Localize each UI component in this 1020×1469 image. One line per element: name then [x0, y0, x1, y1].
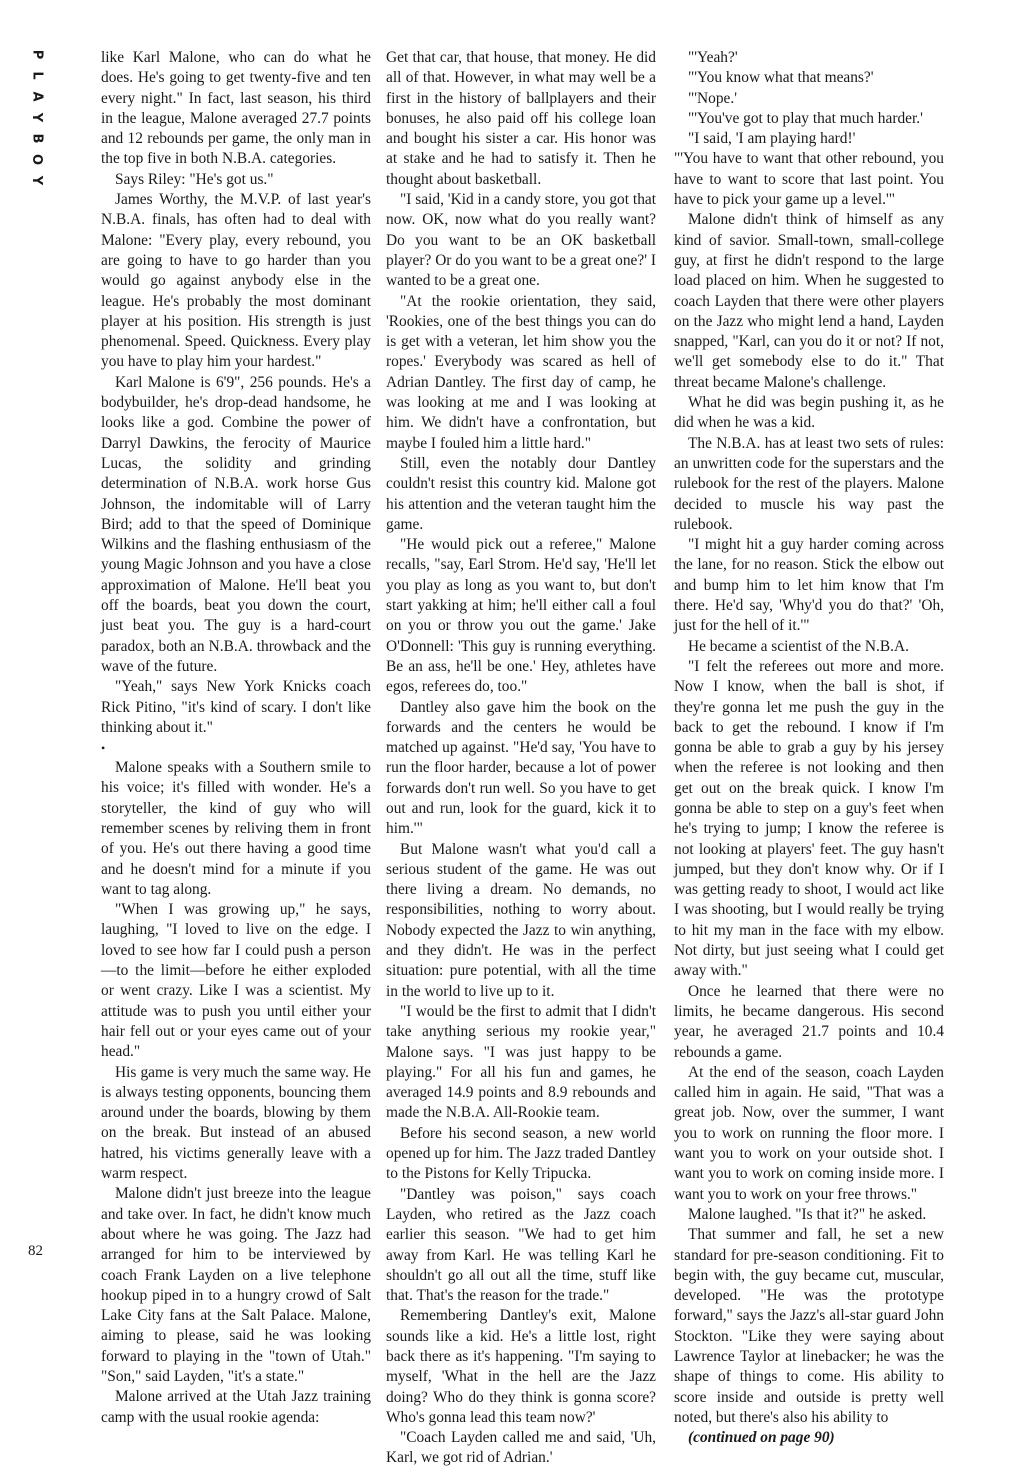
magazine-sidebar-logo	[26, 44, 48, 191]
paragraph: "Dantley was poison," says coach Layden, who retired as the Jazz coach earlier this season. "We had to get him away from Karl. He was telling Karl he shouldn't go all out all the time, stuff like that. That's the reason for the trade."	[386, 1185, 656, 1305]
continuation-note: (continued on page 90)	[688, 1429, 835, 1447]
article-column-1	[101, 48, 371, 1428]
paragraph: like Karl Malone, who can do what he does. He's going to get twenty-five and ten every night." In fact, last season, his third in the league, Malone averaged 27.7 points and 12 rebounds per game, the only man in the top five in both N.B.A. categories.	[101, 49, 371, 168]
section-break-bullet: •	[101, 741, 106, 756]
paragraph: "At the rookie orientation, they said, 'Rookies, one of the best things you can do is get with a veteran, let him show you the ropes.' Everybody was scared as hell of Adrian Dantley. The first day of camp, he was looking at me and I was looking at him. We didn't have a confrontation, but maybe I fouled him a little hard."	[386, 292, 656, 452]
logo-letter-a: A	[29, 91, 45, 102]
logo-letter-b: B	[29, 133, 45, 144]
article-column-3	[674, 48, 944, 1448]
paragraph: "'You've got to play that much harder.'	[688, 109, 923, 127]
paragraph: But Malone wasn't what you'd call a serious student of the game. He was out there living a dream. No demands, no responsibilities, nothing to worry about. Nobody expected the Jazz to win anything, and they didn't. He was in the perfect situation: pure potential, with all the time in the world to live up to it.	[386, 840, 656, 1000]
article-column-2	[386, 48, 656, 1469]
paragraph: "'Yeah?'	[688, 49, 738, 66]
paragraph: Remembering Dantley's exit, Malone sounds like a kid. He's a little lost, right back there as it's happening. "I'm saying to myself, 'What in the hell are the Jazz doing? Who do they think is gonna score? Who's gonna lead this team now?'	[386, 1307, 656, 1426]
paragraph: Get that car, that house, that money. He did all of that. However, in what may well be a first in the history of ballplayers and their bonuses, he also paid off his college loan and bought his sister a car. His honor was at stake and he had to satisfy it. Then he thought about basketball.	[386, 49, 656, 188]
logo-letter-o: O	[29, 153, 45, 166]
paragraph: "'You know what that means?'	[688, 69, 874, 87]
paragraph: Malone didn't just breeze into the league and take over. In fact, he didn't know much about where he was going. The Jazz had arranged for him to be interviewed by coach Frank Layden on a live telephone hookup piped in to a hungry crowd of Salt Lake City fans at the Salt Palace. Malone, aiming to please, said he was looking forward to playing in the "town of Utah." "Son," said Layden, "it's a state."	[101, 1185, 371, 1385]
paragraph: Once he learned that there were no limits, he became dangerous. His second year, he averaged 21.7 points and 10.4 rebounds a game.	[674, 982, 944, 1061]
paragraph: At the end of the season, coach Layden called him in again. He said, "That was a great job. Now, over the summer, I want you to work on running the floor more. I want you to work on your outside shot. I want you to work on coming inside more. I want you to work on your free throws."	[674, 1063, 944, 1203]
paragraph: "Coach Layden called me and said, 'Uh, Karl, we got rid of Adrian.'	[386, 1429, 656, 1467]
paragraph: "'You have to want that other rebound, you have to want to score that last point. You have to pick your game up a level.'"	[674, 150, 944, 209]
logo-letter-y2: Y	[29, 175, 45, 186]
paragraph: Says Riley: "He's got us."	[115, 170, 274, 188]
paragraph: "I said, 'Kid in a candy store, you got that now. OK, now what do you really want? Do you want to be an OK basketball player? Or do you want to be a great one?' I wanted to be a great one.	[386, 191, 656, 290]
paragraph: Malone speaks with a Southern smile to his voice; it's filled with wonder. He's a storyteller, the kind of guy who will remember scenes by reliving them in front of you. He's out there having a good time and he doesn't mind for a minute if you want to tag along.	[101, 759, 371, 898]
paragraph: James Worthy, the M.V.P. of last year's N.B.A. finals, has often had to deal with Malone: "Every play, every rebound, you are going to have to go harder than you would go against anybody else in the league. He's probably the most dominant player at his position. His strength is just phenomenal. Speed. Quickness. Every play you have to play him your hardest."	[101, 191, 371, 371]
paragraph: Karl Malone is 6'9", 256 pounds. He's a bodybuilder, he's drop-dead handsome, he looks like a god. Combine the power of Darryl Dawkins, the ferocity of Maurice Lucas, the solidity and grinding determination of N.B.A. work horse Gus Johnson, the indomitable will of Larry Bird; add to that the speed of Dominique Wilkins and the flashing enthusiasm of the young Magic Johnson and you have a close approximation of Malone. He'll beat you off the boards, beat you down the court, just beat you. The guy is a hard-court paradox, both an N.B.A. throwback and the wave of the future.	[101, 373, 371, 675]
paragraph: "I would be the first to admit that I didn't take anything serious my rookie year," Malone says. "I was just happy to be playing." For all his fun and games, he averaged 14.9 points and 8.9 rebounds and made the N.B.A. All-Rookie team.	[386, 1002, 656, 1122]
paragraph: His game is very much the same way. He is always testing opponents, bouncing them around under the boards, blowing by them on the break. But instead of an abused hatred, his victims generally leave with a warm respect.	[101, 1063, 371, 1183]
paragraph: He became a scientist of the N.B.A.	[688, 637, 909, 655]
logo-letter-p: P	[29, 49, 45, 60]
paragraph: Before his second season, a new world opened up for him. The Jazz traded Dantley to the Pistons for Kelly Tripucka.	[386, 1124, 656, 1183]
paragraph: That summer and fall, he set a new standard for pre-season conditioning. Fit to begin with, the guy became cut, muscular, developed. "He was the prototype forward," says the Jazz's all-star guard John Stockton. "Like they were saying about Lawrence Taylor at linebacker; he was the shape of things to come. His ability to score inside and outside is pretty well noted, but there's also his ability to	[674, 1226, 944, 1426]
paragraph: "I felt the referees out more and more. Now I know, when the ball is shot, if they're gonna let me push the guy in the back to get the rebound. I know if I'm gonna be able to grab a guy by his jersey when the referee is not looking and then get out on the break quick. I know I'm gonna be able to step on a guy's feet when he's trying to jump; I know the referee is not looking at players' feet. The guy hasn't jumped, but they don't know why. Or if I was getting ready to shoot, I would act like I was shooting, but I would really be trying to hit my man in the face with my elbow. Not dirty, but just seeing what I could get away with."	[674, 657, 944, 980]
paragraph: Malone laughed. "Is that it?" he asked.	[688, 1205, 927, 1223]
paragraph: What he did was begin pushing it, as he did when he was a kid.	[674, 394, 944, 432]
paragraph: "When I was growing up," he says, laughing, "I loved to live on the edge. I loved to see how far I could push a person—to the limit—before he either exploded or went crazy. Like I was a scientist. My attitude was to push you until either your hair fell out or your eyes came out of your head."	[101, 901, 371, 1061]
paragraph: "Yeah," says New York Knicks coach Rick Pitino, "it's kind of scary. I don't like thinking about it."	[101, 678, 371, 736]
logo-letter-y: Y	[29, 112, 45, 123]
paragraph: "I might hit a guy harder coming across the lane, for no reason. Stick the elbow out and bump him to let him know that I'm there. He'd say, 'Why'd you do that?' 'Oh, just for the hell of it.'"	[674, 536, 944, 635]
paragraph: "I said, 'I am playing hard!'	[688, 130, 856, 148]
paragraph: "He would pick out a referee," Malone recalls, "say, Earl Strom. He'd say, 'He'll let you play as long as you want to, but don't start yakking at him; he'll either call a foul on you or throw you out the game.' Jake O'Donnell: 'This guy is running everything. Be an ass, he'll be one.' Hey, athletes have egos, referees do, too."	[386, 536, 656, 696]
logo-letter-l: L	[29, 71, 45, 80]
paragraph: The N.B.A. has at least two sets of rules: an unwritten code for the superstars and the rulebook for the rest of the players. Malone decided to muscle his way past the rulebook.	[674, 434, 944, 533]
paragraph: Malone didn't think of himself as any kind of savior. Small-town, small-college guy, at first he didn't respond to the large load placed on him. When he suggested to coach Layden that there were other players on the Jazz who might lend a hand, Layden snapped, "Karl, can you do it or not? If not, we'll get somebody else to do it." That threat became Malone's challenge.	[674, 211, 944, 391]
paragraph: "'Nope.'	[688, 89, 738, 107]
paragraph: Malone arrived at the Utah Jazz training camp with the usual rookie agenda:	[101, 1388, 371, 1426]
paragraph: Dantley also gave him the book on the forwards and the centers he would be matched up against. "He'd say, 'You have to run the floor harder, because a lot of power forwards don't run well. So you have to get out and run, look for the guard, kick it to him.'"	[386, 698, 656, 838]
paragraph: Still, even the notably dour Dantley couldn't resist this country kid. Malone got his attention and the veteran taught him the game.	[386, 454, 656, 533]
page-number: 82	[28, 1243, 43, 1259]
